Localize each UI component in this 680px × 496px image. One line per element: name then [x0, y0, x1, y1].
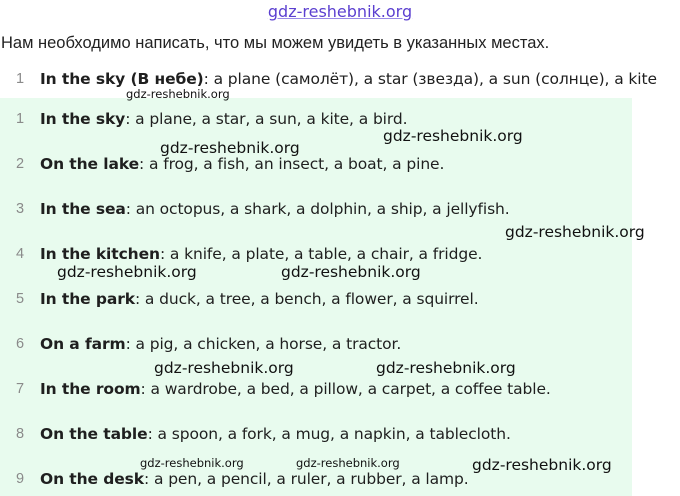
answer-row: [0, 329, 680, 359]
line-number: 2: [15, 156, 25, 172]
answer-row: [0, 284, 680, 314]
place-name: In the sky (В небе): [40, 70, 204, 88]
watermark-text: gdz-reshebnik.org: [472, 456, 612, 474]
items-text: : a plane (самолёт), a star (звезда), a sun (солнце), a kite: [203, 70, 657, 88]
line-text: [40, 335, 401, 353]
items-text: : a duck, a tree, a bench, a flower, a squirrel.: [134, 290, 479, 308]
line-number: 8: [15, 426, 25, 442]
place-name: On the table: [40, 425, 148, 443]
line-text: [40, 470, 469, 488]
watermark-text: gdz-reshebnik.org: [126, 87, 230, 101]
place-name: In the room: [40, 380, 141, 398]
answer-row: [0, 104, 680, 134]
place-name: In the sky: [40, 110, 126, 128]
items-text: : a pen, a pencil, a ruler, a rubber, a lamp.: [144, 470, 469, 488]
items-text: : a wardrobe, a bed, a pillow, a carpet, a coffee table.: [140, 380, 551, 398]
items-text: : a spoon, a fork, a mug, a napkin, a tablecloth.: [147, 425, 511, 443]
place-name: In the kitchen: [40, 245, 160, 263]
line-number: 4: [15, 246, 25, 262]
watermark-text: gdz-reshebnik.org: [160, 139, 300, 157]
line-text: [40, 245, 482, 263]
watermark-text: gdz-reshebnik.org: [140, 456, 244, 470]
line-number: 6: [15, 336, 25, 352]
place-name: On the lake: [40, 155, 140, 173]
watermark-text: gdz-reshebnik.org: [57, 263, 197, 281]
line-text: [40, 200, 510, 218]
items-text: : a pig, a chicken, a horse, a tractor.: [125, 335, 402, 353]
items-text: : a frog, a fish, an insect, a boat, a pine.: [139, 155, 445, 173]
line-text: [40, 290, 479, 308]
line-number: 3: [15, 201, 25, 217]
answer-row: [0, 194, 680, 224]
line-number: 1: [15, 71, 25, 87]
watermark-text: gdz-reshebnik.org: [376, 359, 516, 377]
line-text: [40, 70, 657, 88]
place-name: In the sea: [40, 200, 126, 218]
items-text: : a knife, a plate, a table, a chair, a fridge.: [159, 245, 483, 263]
watermark-text: gdz-reshebnik.org: [154, 359, 294, 377]
line-number: 1: [15, 111, 25, 127]
watermark-text: gdz-reshebnik.org: [296, 456, 400, 470]
line-text: [40, 425, 511, 443]
answer-row: [0, 374, 680, 404]
watermark-text: gdz-reshebnik.org: [383, 127, 523, 145]
place-name: On a farm: [40, 335, 126, 353]
line-number: 9: [15, 471, 25, 487]
items-text: : a plane, a star, a sun, a kite, a bird.: [125, 110, 408, 128]
line-text: [40, 155, 444, 173]
intro-text: Нам необходимо написать, что мы можем увидеть в указанных местах.: [1, 34, 550, 52]
line-number: 5: [15, 291, 25, 307]
watermark-text: gdz-reshebnik.org: [281, 263, 421, 281]
line-number: 7: [15, 381, 25, 397]
watermark-text: gdz-reshebnik.org: [505, 223, 645, 241]
site-header-link[interactable]: gdz-reshebnik.org: [267, 2, 413, 21]
answer-row: [0, 419, 680, 449]
place-name: On the desk: [40, 470, 145, 488]
line-text: [40, 110, 407, 128]
place-name: In the park: [40, 290, 135, 308]
list-item: [0, 64, 680, 94]
answer-row: [0, 149, 680, 179]
items-text: : an octopus, a shark, a dolphin, a ship, a jellyfish.: [125, 200, 510, 218]
line-text: [40, 380, 551, 398]
